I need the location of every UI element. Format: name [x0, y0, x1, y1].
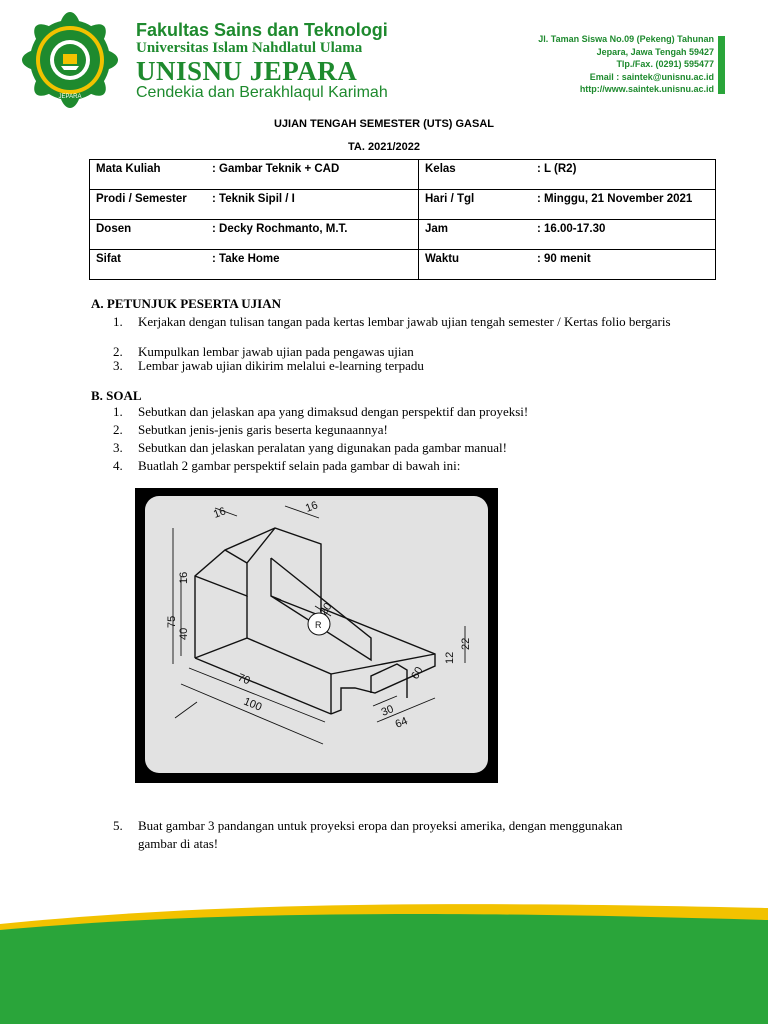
list-item-text: Buatlah 2 gambar perspektif selain pada gambar di bawah ini: [138, 458, 461, 473]
university-logo [16, 12, 124, 108]
logo-text-bottom: JEPARA [58, 94, 82, 100]
table-row [90, 160, 716, 190]
dimension-label: 70 [235, 671, 252, 688]
section-a-heading: A. PETUNJUK PESERTA UJIAN [91, 296, 281, 311]
table-cell: : Teknik Sipil / I [206, 190, 419, 220]
table-row [90, 250, 716, 280]
contact-accent-bar [718, 36, 725, 94]
list-item-text: Buat gambar 3 pandangan untuk proyeksi eropa dan proyeksi amerika, dengan menggunakan gambar di atas! [138, 818, 623, 851]
university-name: Universitas Islam Nahdlatul Ulama [136, 40, 363, 56]
list-item-number: 4. [113, 458, 123, 473]
dimension-label: 100 [241, 695, 264, 714]
table-cell: Prodi / Semester [90, 190, 207, 220]
dimension-label: 30 [379, 703, 396, 719]
table-cell: Kelas [419, 160, 532, 190]
dimension-label: 75 [166, 615, 178, 628]
contact-block [538, 33, 714, 96]
faculty-name: Fakultas Sains dan Teknologi [136, 20, 388, 40]
list-item-number: 3. [113, 440, 123, 455]
isometric-drawing [135, 488, 498, 783]
table-cell: : Take Home [206, 250, 419, 280]
table-cell: Jam [419, 220, 532, 250]
list-item-text: Lembar jawab ujian dikirim melalui e-learning terpadu [138, 358, 424, 373]
dimension-label: 64 [393, 715, 410, 731]
exam-year: TA. 2021/2022 [348, 141, 420, 153]
dimension-label: 16 [211, 505, 228, 521]
dimension-label: R [315, 620, 322, 630]
dimension-label: 12 [444, 651, 456, 664]
list-item-number: 2. [113, 344, 123, 359]
table-cell: Waktu [419, 250, 532, 280]
dimension-label: 22 [460, 637, 472, 650]
list-item-text: Sebutkan dan jelaskan apa yang dimaksud dengan perspektif dan proyeksi! [138, 404, 529, 419]
contact-address: Jl. Taman Siswa No.09 (Pekeng) Tahunan [538, 34, 714, 44]
dimension-label: 20 [317, 600, 335, 618]
contact-website[interactable]: http://www.saintek.unisnu.ac.id [579, 84, 714, 94]
list-item-number: 1. [113, 404, 123, 419]
list-item-text: Sebutkan jenis-jenis garis beserta kegunaannya! [138, 422, 388, 437]
table-row [90, 220, 716, 250]
isometric-drawing-figure [135, 488, 498, 783]
dimension-label: 40 [178, 627, 190, 640]
list-item-number: 3. [113, 358, 123, 373]
table-cell: : 90 menit [531, 250, 716, 280]
list-item [113, 314, 713, 346]
table-cell: : L (R2) [531, 160, 716, 190]
list-item-number: 5. [113, 818, 123, 833]
table-cell: : Gambar Teknik + CAD [206, 160, 419, 190]
table-cell: Sifat [90, 250, 207, 280]
list-item-number: 1. [113, 314, 123, 329]
contact-phone: Tlp./Fax. (0291) 595477 [616, 59, 714, 69]
contact-city: Jepara, Jawa Tengah 59427 [596, 46, 714, 57]
footer-decoration [0, 880, 768, 1024]
dimension-label: 16 [303, 499, 320, 515]
table-cell: Mata Kuliah [90, 160, 207, 190]
table-cell: Hari / Tgl [419, 190, 532, 220]
table-cell: Dosen [90, 220, 207, 250]
section-b-heading: B. SOAL [91, 388, 142, 403]
info-table [89, 159, 716, 280]
table-cell: : 16.00-17.30 [531, 220, 716, 250]
contact-email[interactable]: Email : saintek@unisnu.ac.id [589, 71, 714, 82]
motto: Cendekia dan Berakhlaqul Karimah [136, 84, 388, 101]
table-row [90, 190, 716, 220]
list-item-text: Sebutkan dan jelaskan peralatan yang digunakan pada gambar manual! [138, 440, 507, 455]
list-item-number: 2. [113, 422, 123, 437]
dimension-label: 16 [178, 571, 190, 584]
brand-name: UNISNU JEPARA [136, 56, 358, 86]
table-cell: : Minggu, 21 November 2021 [531, 190, 716, 220]
list-item-text: Kumpulkan lembar jawab ujian pada pengawas ujian [138, 344, 414, 359]
table-cell: : Decky Rochmanto, M.T. [206, 220, 419, 250]
dimension-label: 60 [409, 664, 426, 682]
list-item-text: Kerjakan dengan tulisan tangan pada kertas lembar jawab ujian tengah semester / Kertas folio bergaris [138, 314, 671, 329]
exam-title: UJIAN TENGAH SEMESTER (UTS) GASAL [273, 118, 494, 130]
